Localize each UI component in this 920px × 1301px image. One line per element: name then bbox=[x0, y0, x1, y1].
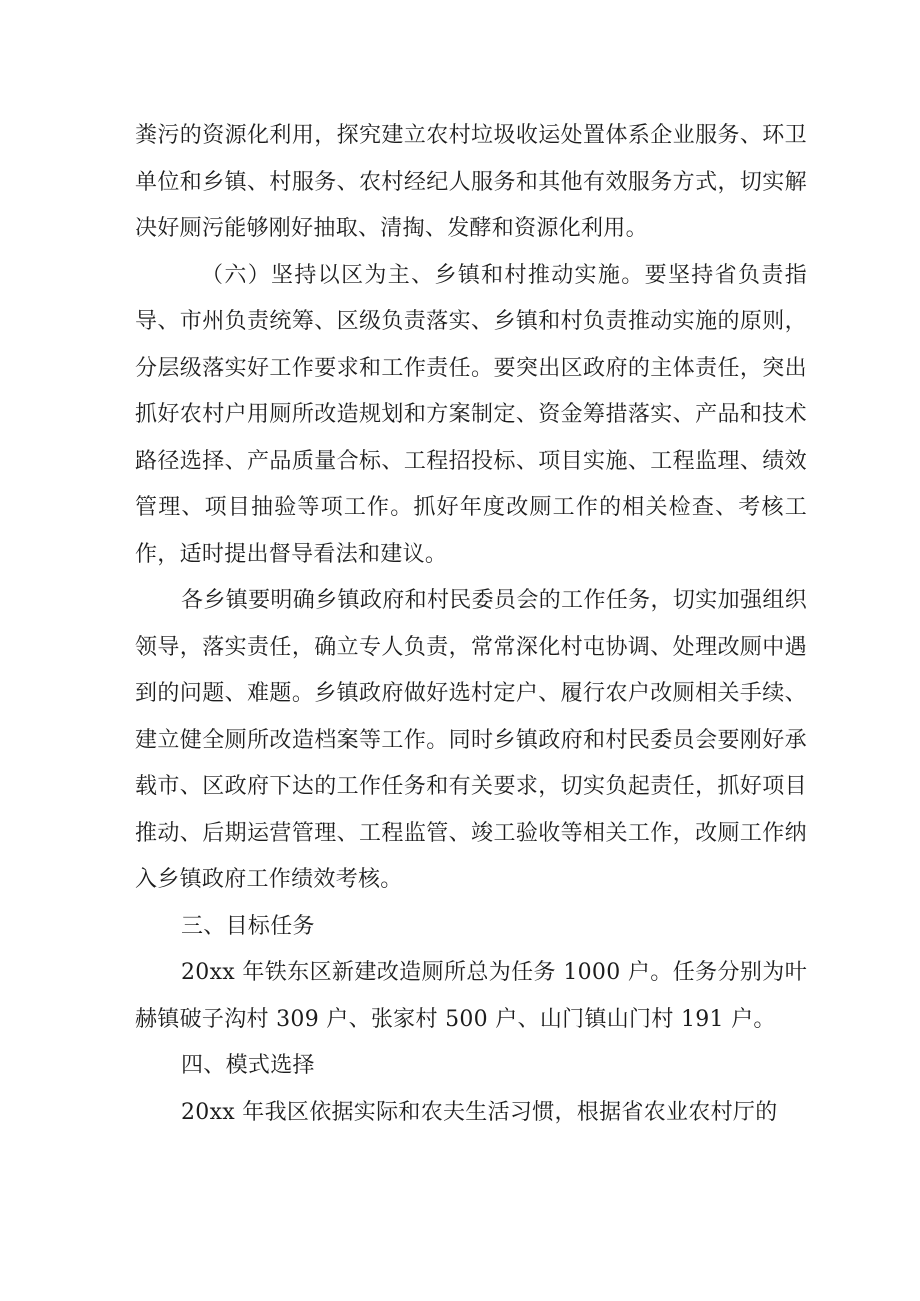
paragraph-continuation: 粪污的资源化利用，探究建立农村垃圾收运处置体系企业服务、环卫单位和乡镇、村服务、农村经纪人服务和其他有效服务方式，切实解决好厕污能够刚好抽取、清掏、发酵和资源化利用。 bbox=[135, 123, 807, 241]
paragraph-township-duties: 各乡镇要明确乡镇政府和村民委员会的工作任务，切实加强组织领导，落实责任，确立专人负责，常常深化村屯协调、处理改厕中遇到的问题、难题。乡镇政府做好选村定户、履行农户改厕相关手续、建立健全厕所改造档案等工作。同时乡镇政府和村民委员会要刚好承载市、区政府下达的工作任务和有关要求，切实负起责任，抓好项目推动、后期运营管理、工程监管、竣工验收等相关工作，改厕工作纳入乡镇政府工作绩效考核。 bbox=[135, 588, 807, 892]
paragraph-target-details: 20xx 年铁东区新建改造厕所总为任务 1000 户。任务分别为叶赫镇破子沟村 309 户、张家村 500 户、山门镇山门村 191 户。 bbox=[135, 960, 807, 1032]
document-body bbox=[135, 113, 807, 1136]
heading-target-tasks: 三、目标任务 bbox=[181, 913, 315, 939]
paragraph-section-six: （六）坚持以区为主、乡镇和村推动实施。要坚持省负责指导、市州负责统筹、区级负责落实、乡镇和村负责推动实施的原则，分层级落实好工作要求和工作责任。要突出区政府的主体责任，突出抓好农村户用厕所改造规划和方案制定、资金筹措落实、产品和技术路径选择、产品质量合标、工程招投标、项目实施、工程监理、绩效管理、项目抽验等项工作。抓好年度改厕工作的相关检查、考核工作，适时提出督导看法和建议。 bbox=[135, 262, 807, 567]
paragraph-mode-details: 20xx 年我区依据实际和农夫生活习惯，根据省农业农村厅的 bbox=[181, 1099, 778, 1125]
heading-mode-selection: 四、模式选择 bbox=[181, 1053, 315, 1078]
